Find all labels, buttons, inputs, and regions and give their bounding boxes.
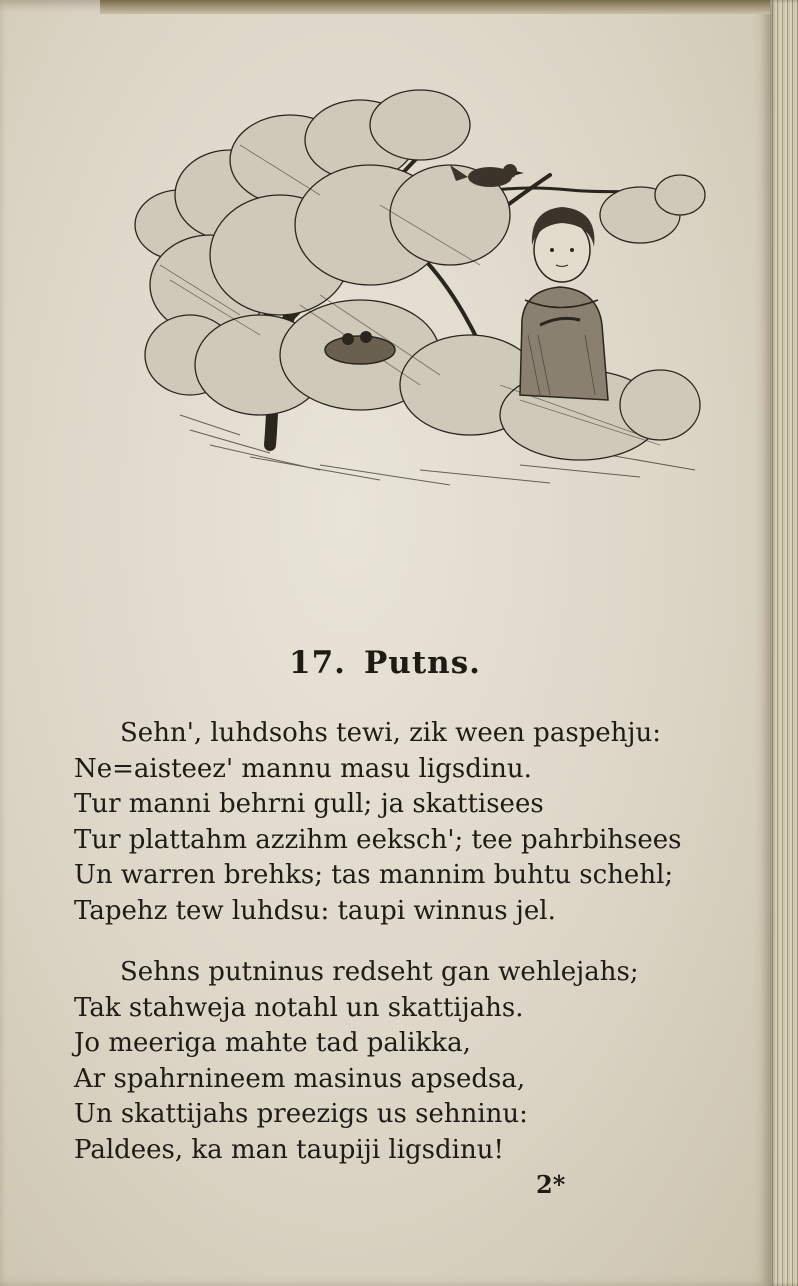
stanza-2 (74, 955, 714, 1168)
poem-line: Ar spahrnineem masinus apsedsa, (74, 1063, 526, 1094)
foliage (135, 90, 705, 460)
poem-title (0, 645, 770, 681)
poem-line: Tak stahweja notahl un skattijahs. (74, 992, 524, 1023)
engraving-illustration (120, 85, 710, 500)
poem-line: Sehns putninus redseht gan wehlejahs; (120, 957, 639, 987)
child-figure-icon (520, 207, 608, 400)
poem-line: Ne=aisteez' mannu masu ligsdinu. (74, 753, 532, 784)
page-edges-stack (770, 0, 798, 1286)
poem-title-text: Putns. (363, 645, 481, 681)
poem-line: Jo meeriga mahte tad palikka, (74, 1028, 471, 1058)
stanza-1 (74, 716, 714, 929)
poem-line: Tur manni behrni gull; ja skattisees (74, 789, 544, 819)
poem-line: Un warren brehks; tas mannim buhtu schehl; (74, 860, 674, 890)
signature-mark: 2* (536, 1170, 566, 1199)
poem-line: Tur plattahm azzihm eeksch'; tee pahrbihsees (74, 824, 682, 855)
page-top-edge (100, 0, 770, 14)
poem-number: 17. (289, 645, 346, 681)
poem-line: Un skattijahs preezigs us sehninu: (74, 1099, 528, 1129)
poem-line: Tapehz tew luhdsu: taupi winnus jel. (74, 895, 556, 926)
poem-line: Sehn', luhdsohs tewi, zik ween paspehju: (120, 718, 661, 748)
poem-line: Paldees, ka man taupiji ligsdinu! (74, 1134, 504, 1165)
